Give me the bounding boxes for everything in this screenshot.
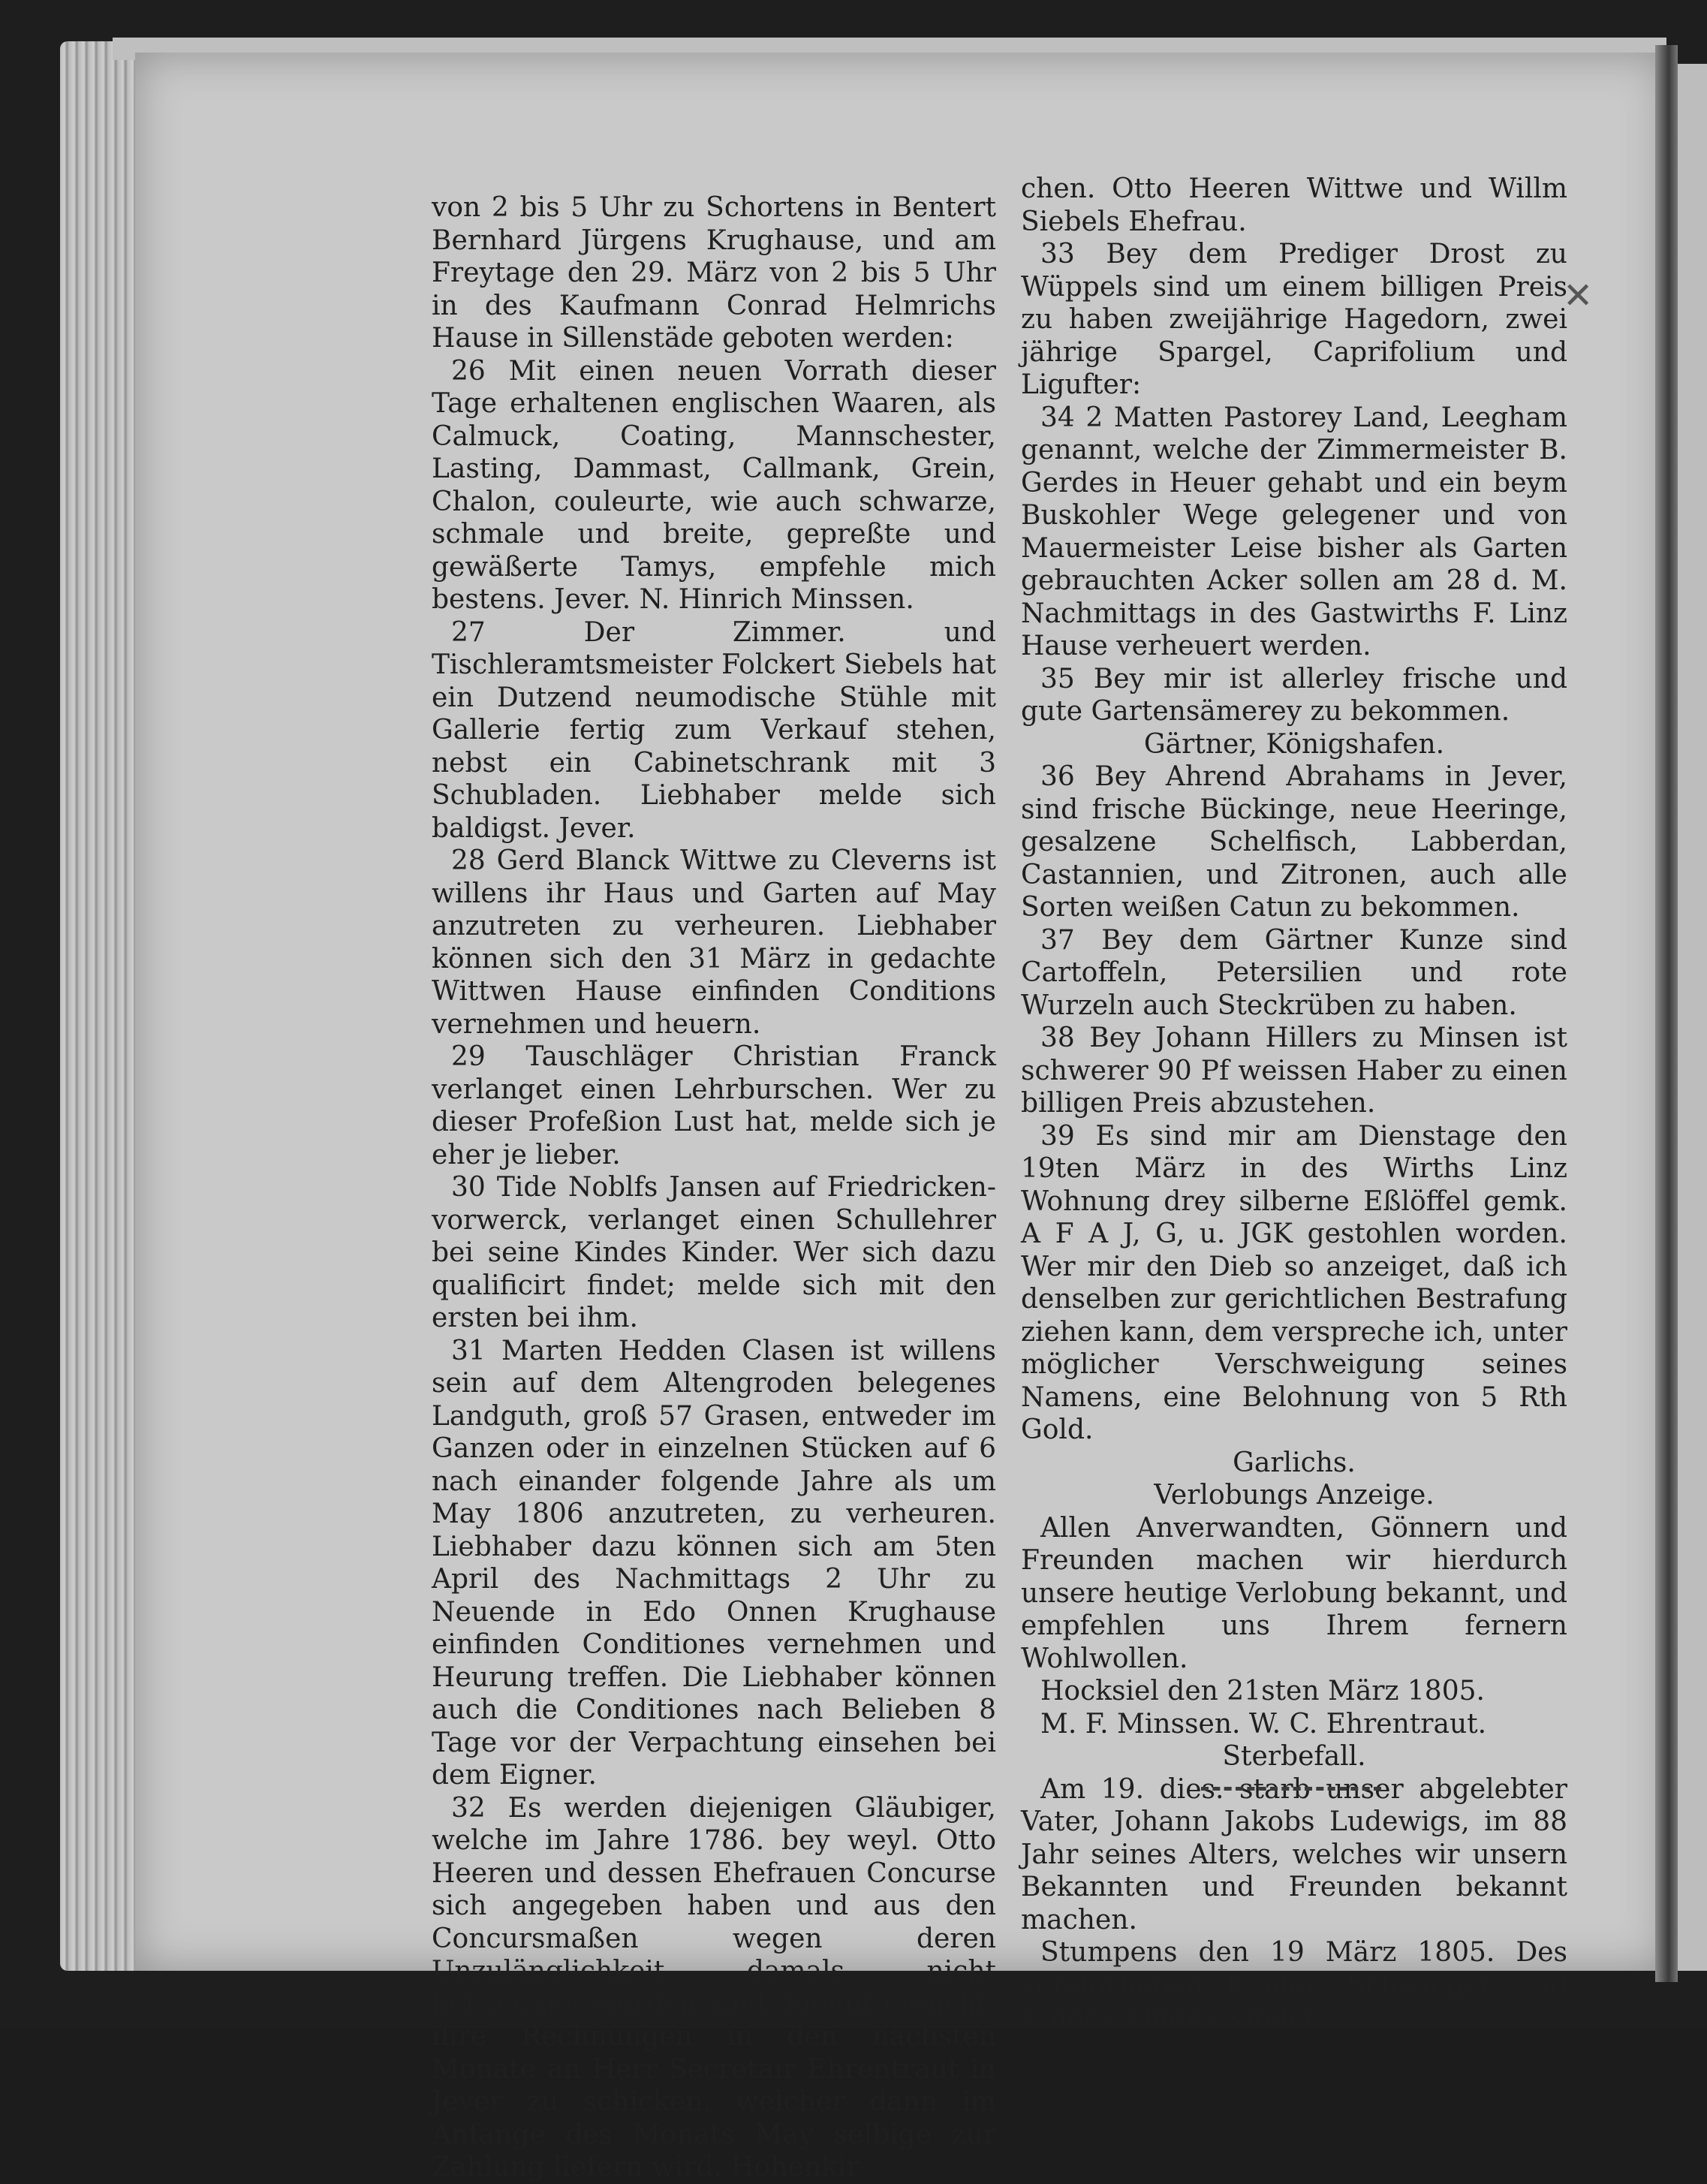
paragraph: 31 Marten Hedden Clasen ist willens sein auf dem Altengroden belegenes Landguth, groß 57 Grasen, entweder im Ganzen oder in einzelnen Stücken auf 6 nach einander folgende Jahre als um May 1806 anzutreten, zu verheuren. Liebhaber dazu können sich am 5ten April des Nachmittags 2 Uhr zu Neuende in Edo Onnen Krughause einfinden Conditiones vernehmen und Heurung treffen. Die Liebhaber können auch die Conditiones nach Belieben 8 Tage vor der Verpachtung einsehen bei dem Eigner. [432,1335,996,1791]
book-edge [60,41,143,1971]
paragraph: 27 Der Zimmer. und Tischleramtsmeister Folckert Siebels hat ein Dutzend neumodische Stühle mit Gallerie fertig zum Verkauf stehen, nebst ein Cabinetschrank mit 3 Schubladen. Liebhaber melde sich baldigst. Jever. [432,616,996,844]
left-text-column [432,191,996,2184]
paragraph: chen. Otto Heeren Wittwe und Willm Siebels Ehefrau. [1021,173,1567,237]
paragraph: 32 Es werden diejenigen Gläubiger, welche im Jahre 1786. bey weyl. Otto Heeren und dessen Ehefrauen Concurse sich angegeben haben und aus den Concursmaßen wegen deren Unzulänglichkeit damals nicht befriediget worden sind, hiemit ersucht, ihre Rechnungen in den nächsten Monate an Herr Secretair Ehrentraut in Jever zu schicken, welcher dann im Anfange des Monats May selbige zur Zahlung liefern wird. Hohenkir [432,1792,996,2182]
section-heading: Sterbefall. [1222,1741,1366,1772]
facing-page-edge [1678,64,1707,1971]
paragraph: 39 Es sind mir am Dienstage den 19ten März in des Wirths Linz Wohnung drey silberne Eßlöffel gemk. A F A J, G, u. JGK gestohlen worden. Wer mir den Dieb so anzeiget, daß ich denselben zur gerichtlichen Bestrafung ziehen kann, dem verspreche ich, unter möglicher Verschweigung seines Namens, eine Belohnung von 5 Rth Gold. [1021,1120,1567,1445]
paragraph: 35 Bey mir ist allerley frische und gute Gartensämerey zu bekommen. [1021,663,1567,727]
book-gutter [1655,45,1678,1982]
paragraph: 26 Mit einen neuen Vorrath dieser Tage erhaltenen englischen Waaren, als Calmuck, Coating, Mannschester, Lasting, Dammast, Callmank, Grein, Chalon, couleurte, wie auch schwarze, schmale und breite, gepreßte und gewäßerte Tamys, empfehle mich bestens. Jever. N. Hinrich Minssen. [432,355,996,615]
signature: Garlichs. [1233,1447,1356,1478]
paragraph: 33 Bey dem Prediger Drost zu Wüppels sind um einem billigen Preis zu haben zweijährige Hagedorn, zwei jährige Spargel, Caprifolium und Ligufter: [1021,239,1567,400]
paragraph: 30 Tide Noblfs Jansen auf Friedricken-vorwerck, verlanget einen Schullehrer bei seine Kindes Kinder. Wer sich dazu qualificirt findet; melde sich mit den ersten bei ihm. [432,1172,996,1333]
signature: M. F. Minssen. W. C. Ehrentraut. [1040,1708,1487,1740]
paragraph: Allen Anverwandten, Gönnern und Freunden machen wir hierdurch unsere heutige Verlobung bekannt, und empfehlen uns Ihrem fernern Wohlwollen. [1021,1512,1567,1674]
paragraph: 38 Bey Johann Hillers zu Minsen ist schwerer 90 Pf weissen Haber zu einen billigen Preis abzustehen. [1021,1023,1567,1119]
paragraph: 28 Gerd Blanck Wittwe zu Cleverns ist willens ihr Haus und Garten auf May anzutreten zu verheuren. Liebhaber können sich den 31 März in gedachte Wittwen Hause einfinden Conditions vernehmen und heuern. [432,845,996,1040]
closing-rule [1201,1787,1381,1791]
paragraph: 37 Bey dem Gärtner Kunze sind Cartoffeln, Petersilien und rote Wurzeln auch Steckrüben zu haben. [1021,924,1567,1021]
dateline: Hocksiel den 21sten März 1805. [1040,1676,1485,1707]
paragraph: Stumpens den 19 März 1805. Des verstorbenen Kinder, Schwieger und Kindes Kindes Kinder. [1021,1937,1567,2033]
paragraph: 34 2 Matten Pastorey Land, Leegham genannt, welche der Zimmermeister B. Gerdes in Heuer gehabt und ein beym Buskohler Wege gelegener und von Mauermeister Leise bisher als Garten gebrauchten Acker sollen am 28 d. M. Nachmittags in des Gastwirths F. Linz Hause verheuert werden. [1021,402,1567,661]
paragraph: von 2 bis 5 Uhr zu Schortens in Bentert Bernhard Jürgens Krughause, und am Freytage den 29. März von 2 bis 5 Uhr in des Kaufmann Conrad Helmrichs Hause in Sillenstäde geboten werden: [432,192,996,354]
pencil-cross-mark: ✕ [1563,275,1594,317]
right-text-column [1021,173,1567,2035]
paragraph: Am 19. dies. starb unser abgelebter Vater, Johann Jakobs Ludewigs, im 88 Jahr seines Alters, welches wir unsern Bekannten und Freunden bekannt machen. [1021,1773,1567,1935]
signature: Gärtner, Königshafen. [1143,728,1445,760]
paragraph: 36 Bey Ahrend Abrahams in Jever, sind frische Bückinge, neue Heeringe, gesalzene Schelfisch, Labberdan, Castannien, und Zitronen, auch alle Sorten weißen Catun zu bekommen. [1021,761,1567,923]
paragraph: 29 Tauschläger Christian Franck verlanget einen Lehrburschen. Wer zu dieser Profeßion Lust hat, melde sich je eher je lieber. [432,1041,996,1170]
section-heading: Verlobungs Anzeige. [1154,1480,1435,1511]
